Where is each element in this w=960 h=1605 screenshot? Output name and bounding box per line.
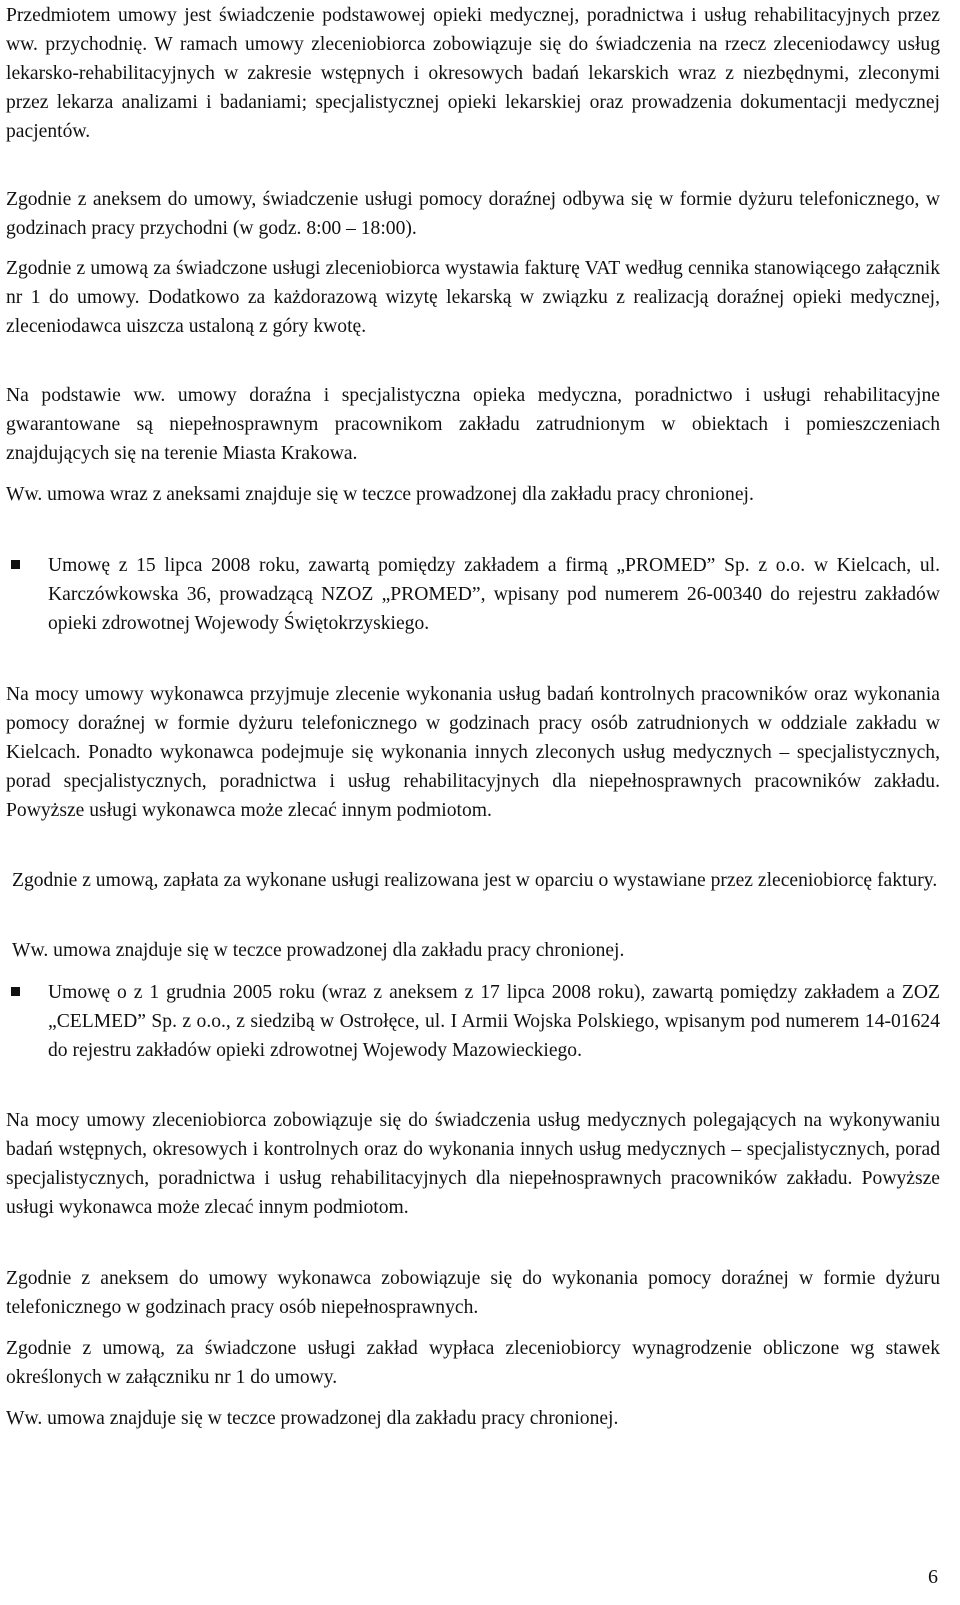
bullet-square-icon (11, 560, 20, 569)
paragraph-contract-storage-3: Ww. umowa znajduje się w teczce prowadzonej dla zakładu pracy chronionej. (6, 1408, 619, 1429)
paragraph-invoice-terms: Zgodnie z umową za świadczone usługi zleceniobiorca wystawia fakturę VAT według cennika stanowiącego załącznik nr 1 do umowy. Dodatkowo za każdorazową wizytę lekarską w związku z realizacją doraźnej opieki medycznej, zleceniodawca uiszcza ustaloną z góry kwotę. (6, 258, 940, 337)
paragraph-krakow-guarantee: Na podstawie ww. umowy doraźna i specjalistyczna opieka medyczna, poradnictwo i usługi rehabilitacyjne gwarantowane są niepełnosprawnym pracownikom zakładu zatrudnionym w obiektach i pomieszczeniach znajdujących się na terenie Miasta Krakowa. (6, 385, 940, 464)
page-number: 6 (928, 1566, 938, 1588)
paragraph-promed-scope: Na mocy umowy wykonawca przyjmuje zlecenie wykonania usług badań kontrolnych pracowników oraz wykonania pomocy doraźnej w formie dyżuru telefonicznego w godzinach pracy osób zatrudnionych w oddziale zakładu w Kielcach. Ponadto wykonawca podejmuje się wykonania innych zleconych usług medycznych – specjalistycznych, porad specjalistycznych, poradnictwa i usług rehabilitacyjnych dla niepełnosprawnych pracowników zakładu. Powyższe usługi wykonawca może zlecać innym podmiotom. (6, 684, 940, 821)
paragraph-celmed-contract: Umowę o z 1 grudnia 2005 roku (wraz z aneksem z 17 lipca 2008 roku), zawartą pomiędzy zakładem a ZOZ „CELMED” Sp. z o.o., z siedzibą w Ostrołęce, ul. I Armii Wojska Polskiego, wpisanym pod numerem 14-01624 do rejestru zakładów opieki zdrowotnej Wojewody Mazowieckiego. (48, 982, 940, 1061)
list-item-celmed (6, 978, 940, 1065)
paragraph-contract-storage-2: Ww. umowa znajduje się w teczce prowadzonej dla zakładu pracy chronionej. (12, 940, 625, 961)
paragraph-celmed-annex: Zgodnie z aneksem do umowy wykonawca zobowiązuje się do wykonania pomocy doraźnej w formie dyżuru telefonicznego w godzinach pracy osób niepełnosprawnych. (6, 1268, 940, 1318)
paragraph-celmed-scope: Na mocy umowy zleceniobiorca zobowiązuje się do świadczenia usług medycznych polegających na wykonywaniu badań wstępnych, okresowych i kontrolnych oraz do wykonania innych usług medycznych – specjalistycznych, porad specjalistycznych, poradnictwa i usług rehabilitacyjnych dla niepełnosprawnych pracowników zakładu. Powyższe usługi wykonawca może zlecać innym podmiotom. (6, 1110, 940, 1218)
paragraph-annex-emergency: Zgodnie z aneksem do umowy, świadczenie usługi pomocy doraźnej odbywa się w formie dyżuru telefonicznego, w godzinach pracy przychodni (w godz. 8:00 – 18:00). (6, 189, 940, 239)
bullet-square-icon (11, 987, 20, 996)
paragraph-contract-storage-1: Ww. umowa wraz z aneksami znajduje się w teczce prowadzonej dla zakładu pracy chronionej. (6, 484, 754, 505)
paragraph-celmed-payment: Zgodnie z umową, za świadczone usługi zakład wypłaca zleceniobiorcy wynagrodzenie obliczone wg stawek określonych w załączniku nr 1 do umowy. (6, 1338, 940, 1388)
paragraph-subject-of-contract: Przedmiotem umowy jest świadczenie podstawowej opieki medycznej, poradnictwa i usług rehabilitacyjnych przez ww. przychodnię. W ramach umowy zleceniobiorca zobowiązuje się do świadczenia na rzecz zleceniodawcy usług lekarsko-rehabilitacyjnych w zakresie wstępnych i okresowych badań lekarskich wraz z niezbędnymi, zleconymi przez lekarza analizami i badaniami; specjalistycznej opieki lekarskiej oraz prowadzenia dokumentacji medycznej pacjentów. (6, 5, 940, 142)
paragraph-payment-invoices: Zgodnie z umową, zapłata za wykonane usługi realizowana jest w oparciu o wystawiane przez zleceniobiorcę faktury. (12, 870, 938, 891)
paragraph-promed-contract: Umowę z 15 lipca 2008 roku, zawartą pomiędzy zakładem a firmą „PROMED” Sp. z o.o. w Kielcach, ul. Karczówkowska 36, prowadzącą NZOZ „PROMED”, wpisany pod numerem 26-00340 do rejestru zakładów opieki zdrowotnej Wojewody Świętokrzyskiego. (48, 555, 940, 634)
list-item-promed (6, 551, 940, 638)
